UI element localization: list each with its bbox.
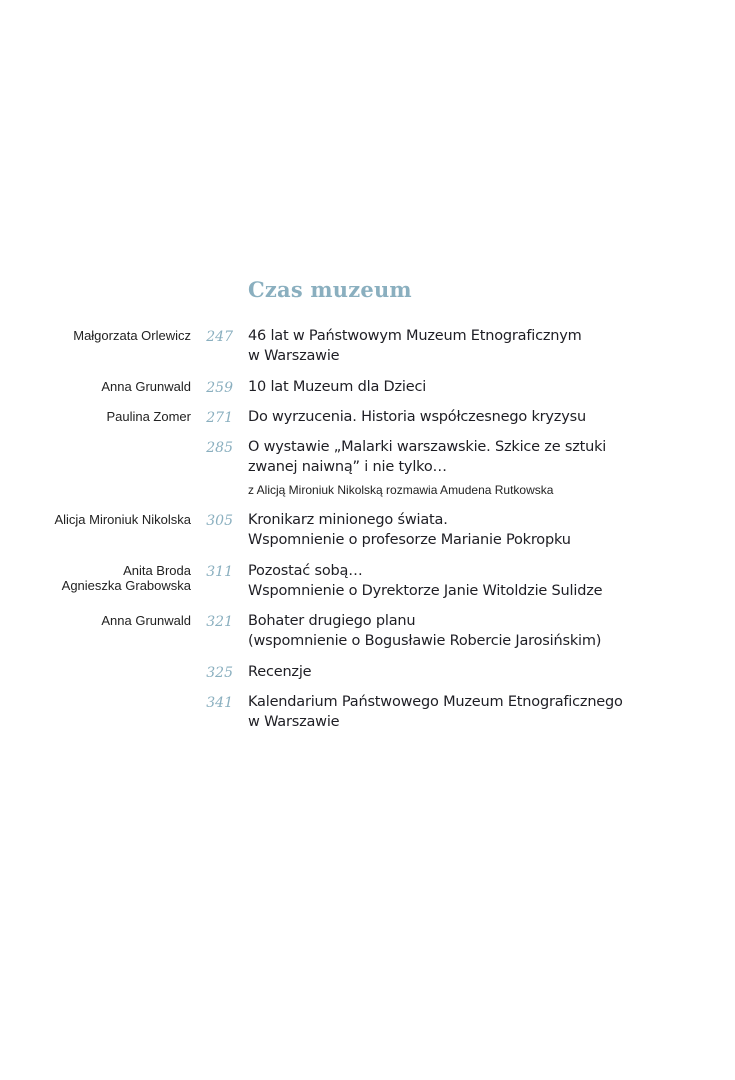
entry-page-number: 285: [206, 440, 233, 456]
entry-title: O wystawie „Malarki warszawskie. Szkice ze sztuki zwanej naiwną” i nie tylko…: [248, 439, 607, 475]
entry-page-number: 305: [206, 513, 233, 529]
entry-title: 10 lat Muzeum dla Dzieci: [248, 379, 427, 395]
entry-title: Pozostać sobą… Wspomnienie o Dyrektorze Janie Witoldzie Sulidze: [248, 563, 603, 599]
entry-title: Recenzje: [248, 664, 312, 680]
entry-title: 46 lat w Państwowym Muzeum Etnograficznym w Warszawie: [248, 328, 582, 364]
entry-page-number: 259: [206, 380, 233, 396]
entry-author: Anita Broda Agnieszka Grabowska: [61, 563, 191, 593]
section-title: Czas muzeum: [248, 277, 412, 302]
entry-title: Kalendarium Państwowego Muzeum Etnograficznego w Warszawie: [248, 694, 623, 730]
entry-title: Kronikarz minionego świata. Wspomnienie o profesorze Marianie Pokropku: [248, 512, 571, 548]
entry-subtitle: z Alicją Mironiuk Nikolską rozmawia Amudena Rutkowska: [248, 483, 554, 497]
entry-title: Bohater drugiego planu (wspomnienie o Bogusławie Robercie Jarosińskim): [248, 613, 602, 649]
entry-page-number: 325: [206, 665, 233, 681]
entry-author: Anna Grunwald: [101, 613, 191, 628]
entry-page-number: 311: [206, 564, 233, 580]
entry-author: Małgorzata Orlewicz: [73, 328, 191, 343]
entry-page-number: 341: [206, 695, 233, 711]
entry-page-number: 271: [206, 410, 233, 426]
entry-author: Alicja Mironiuk Nikolska: [54, 512, 191, 527]
entry-author: Anna Grunwald: [101, 379, 191, 394]
entry-author: Paulina Zomer: [106, 409, 191, 424]
entry-page-number: 321: [206, 614, 233, 630]
entry-title: Do wyrzucenia. Historia współczesnego kryzysu: [248, 409, 586, 425]
entry-page-number: 247: [206, 329, 233, 345]
